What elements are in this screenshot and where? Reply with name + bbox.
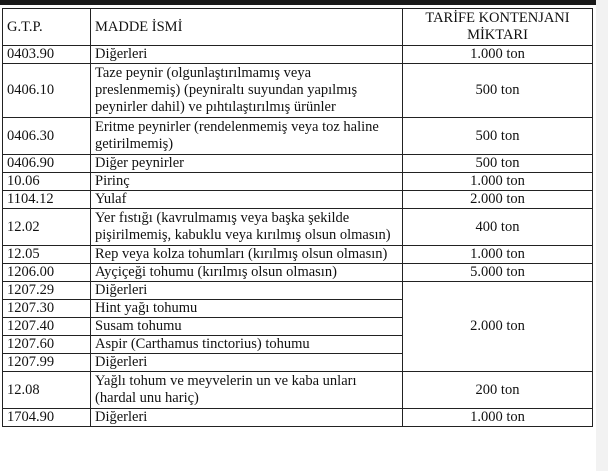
table-row	[3, 246, 593, 264]
row-code: 1704.90	[3, 409, 91, 427]
table-row	[3, 46, 593, 64]
row-code: 1206.00	[3, 264, 91, 282]
row-quota: 200 ton	[403, 372, 593, 409]
table-row	[3, 64, 593, 118]
table-header-row	[3, 9, 593, 46]
row-code: 0406.30	[3, 118, 91, 155]
row-quota: 1.000 ton	[403, 409, 593, 427]
row-quota: 500 ton	[403, 64, 593, 118]
row-name: Diğer peynirler	[91, 155, 403, 173]
row-code: 12.05	[3, 246, 91, 264]
row-code: 1207.29	[3, 282, 91, 300]
row-quota: 400 ton	[403, 209, 593, 246]
row-name: Ayçiçeği tohumu (kırılmış olsun olmasın)	[91, 264, 403, 282]
table-row	[3, 173, 593, 191]
header-quota: TARİFE KONTENJANI MİKTARI	[403, 9, 593, 46]
table-row	[3, 155, 593, 173]
row-code: 12.02	[3, 209, 91, 246]
row-name: Pirinç	[91, 173, 403, 191]
table-row	[3, 282, 593, 300]
row-name: Diğerleri	[91, 46, 403, 64]
row-name: Susam tohumu	[91, 318, 403, 336]
row-code: 10.06	[3, 173, 91, 191]
row-code: 0406.90	[3, 155, 91, 173]
row-quota: 500 ton	[403, 118, 593, 155]
row-code: 0406.10	[3, 64, 91, 118]
scan-top-edge	[0, 0, 608, 5]
row-quota: 5.000 ton	[403, 264, 593, 282]
row-name: Yer fıstığı (kavrulmamış veya başka şekilde pişirilmemiş, kabuklu veya kırılmış olsun olmasın)	[91, 209, 403, 246]
row-name: Aspir (Carthamus tinctorius) tohumu	[91, 336, 403, 354]
table-row	[3, 264, 593, 282]
row-name: Yağlı tohum ve meyvelerin un ve kaba unları (hardal unu hariç)	[91, 372, 403, 409]
row-quota: 1.000 ton	[403, 173, 593, 191]
header-code: G.T.P.	[3, 9, 91, 46]
tariff-quota-table	[2, 8, 593, 427]
row-code: 1207.30	[3, 300, 91, 318]
row-quota: 1.000 ton	[403, 46, 593, 64]
row-name: Diğerleri	[91, 409, 403, 427]
row-name: Eritme peynirler (rendelenmemiş veya toz haline getirilmemiş)	[91, 118, 403, 155]
row-quota: 2.000 ton	[403, 191, 593, 209]
table-row	[3, 372, 593, 409]
table-row	[3, 118, 593, 155]
row-name: Yulaf	[91, 191, 403, 209]
table-row	[3, 191, 593, 209]
group-quota: 2.000 ton	[403, 282, 593, 372]
row-name: Hint yağı tohumu	[91, 300, 403, 318]
row-code: 1207.40	[3, 318, 91, 336]
row-code: 12.08	[3, 372, 91, 409]
scan-right-edge	[596, 0, 608, 471]
row-code: 1104.12	[3, 191, 91, 209]
row-name: Diğerleri	[91, 354, 403, 372]
row-name: Diğerleri	[91, 282, 403, 300]
row-code: 1207.99	[3, 354, 91, 372]
row-quota: 500 ton	[403, 155, 593, 173]
row-code: 1207.60	[3, 336, 91, 354]
header-name: MADDE İSMİ	[91, 9, 403, 46]
row-name: Rep veya kolza tohumları (kırılmış olsun olmasın)	[91, 246, 403, 264]
row-quota: 1.000 ton	[403, 246, 593, 264]
table-row	[3, 409, 593, 427]
row-name: Taze peynir (olgunlaştırılmamış veya preslenmemiş) (peyniraltı suyundan yapılmış peynirler dahil) ve pıhtılaştırılmış ürünler	[91, 64, 403, 118]
table-row	[3, 209, 593, 246]
row-code: 0403.90	[3, 46, 91, 64]
